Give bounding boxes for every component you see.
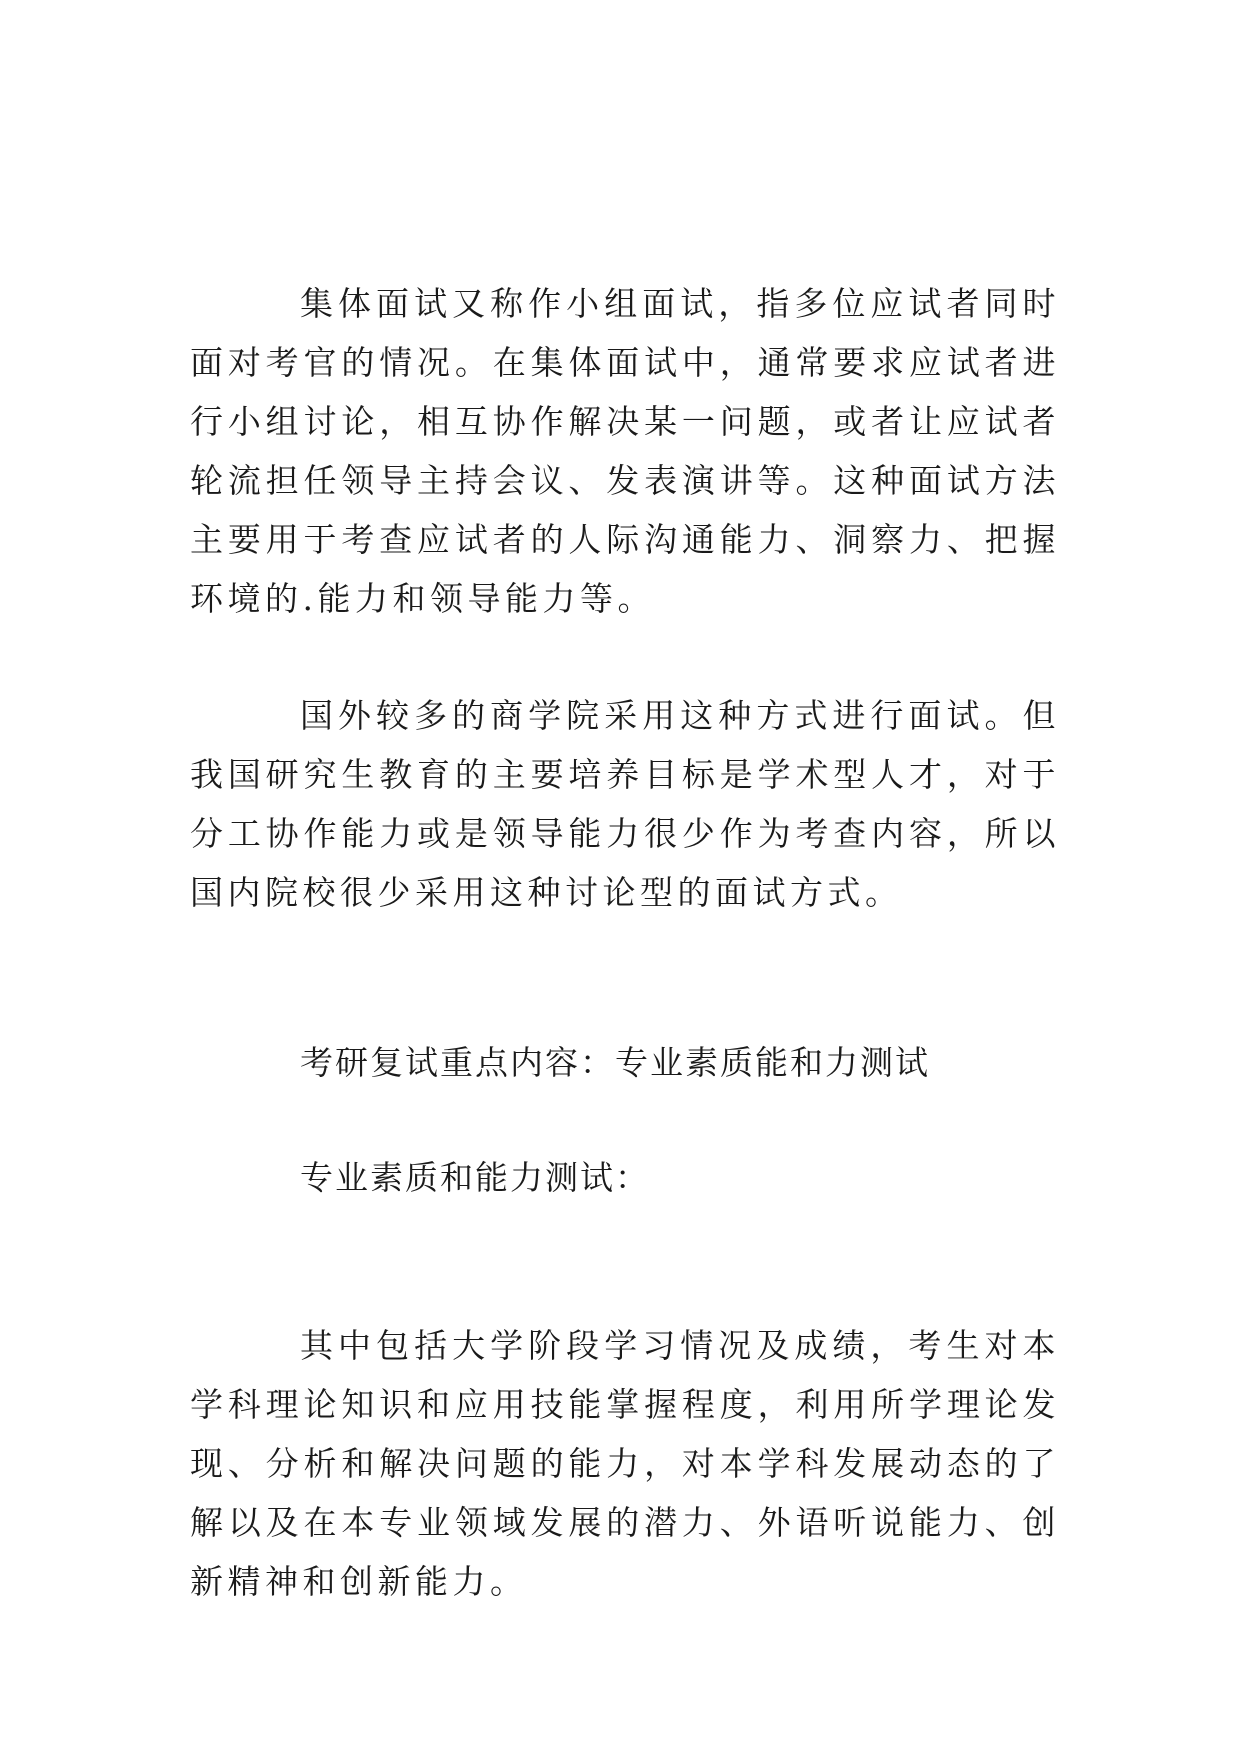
paragraph-business-schools: 国外较多的商学院采用这种方式进行面试。但我国研究生教育的主要培养目标是学术型人才，对于分工协作能力或是领导能力很少作为考查内容，所以国内院校很少采用这种讨论型的面试方式。 xyxy=(190,696,1060,912)
subheading-professional-test: 专业素质和能力测试： xyxy=(300,1158,650,1197)
paragraph-test-contents: 其中包括大学阶段学习情况及成绩，考生对本学科理论知识和应用技能掌握程度，利用所学理论发现、分析和解决问题的能力，对本学科发展动态的了解以及在本专业领域发展的潜力、外语听说能力、创新精神和创新能力。 xyxy=(190,1326,1060,1601)
section-heading-retest-focus: 考研复试重点内容：专业素质能和力测试 xyxy=(300,1043,930,1082)
paragraph-group-interview: 集体面试又称作小组面试，指多位应试者同时面对考官的情况。在集体面试中，通常要求应试者进行小组讨论，相互协作解决某一问题，或者让应试者轮流担任领导主持会议、发表演讲等。这种面试方法主要用于考查应试者的人际沟通能力、洞察力、把握环境的.能力和领导能力等。 xyxy=(190,284,1060,618)
